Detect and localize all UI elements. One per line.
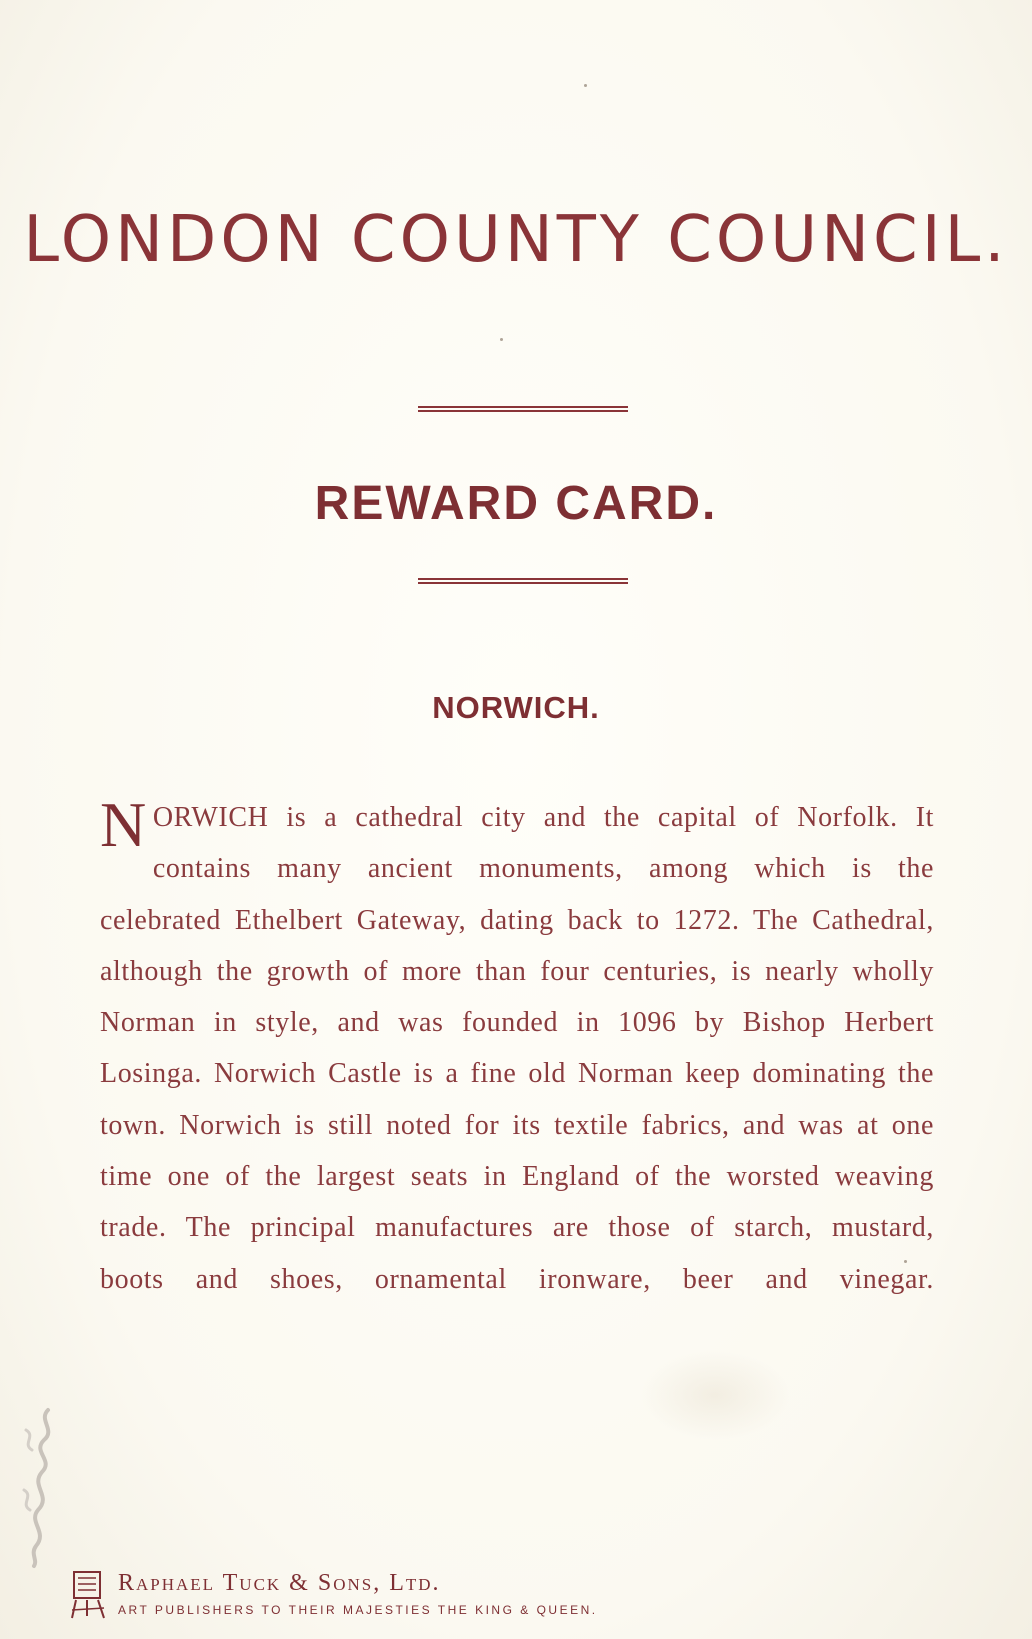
publisher-name: Raphael Tuck & Sons, Ltd. (118, 1570, 441, 1596)
paper-speck (500, 338, 503, 341)
paper-speck (584, 84, 587, 87)
pencil-inscription (8, 1400, 68, 1570)
drop-cap: N (100, 789, 147, 860)
paper-speck (904, 1260, 907, 1263)
description-paragraph (100, 789, 934, 1305)
card-type-heading: REWARD CARD. (314, 477, 718, 530)
section-heading: NORWICH. (432, 690, 600, 725)
description-text: ORWICH is a cathedral city and the capital of Norfolk. It contains many ancient monuments, among which is the celebrated Ethelbert Gateway, dating back to 1272. The Cathedral, although the growth of more than four centuries, is nearly wholly Norman in style, and was founded in 1096 by Bishop Herbert Losinga. Norwich Castle is a fine old Norman keep dominating the town. Norwich is still noted for its textile fabrics, and was at one time one of the largest seats in England of the worsted weaving trade. The principal manufactures are those of starch, mustard, boots and shoes, ornamental ironware, beer and vinegar. (100, 802, 934, 1295)
paper-stain (640, 1350, 790, 1440)
double-rule-top (418, 406, 628, 412)
publisher-tagline: ART PUBLISHERS TO THEIR MAJESTIES THE KING & QUEEN. (118, 1603, 598, 1617)
publisher-imprint (70, 1568, 770, 1628)
easel-logo-icon (70, 1570, 110, 1620)
double-rule-bottom (418, 578, 628, 584)
council-title: LONDON COUNTY COUNCIL. (23, 203, 1009, 277)
